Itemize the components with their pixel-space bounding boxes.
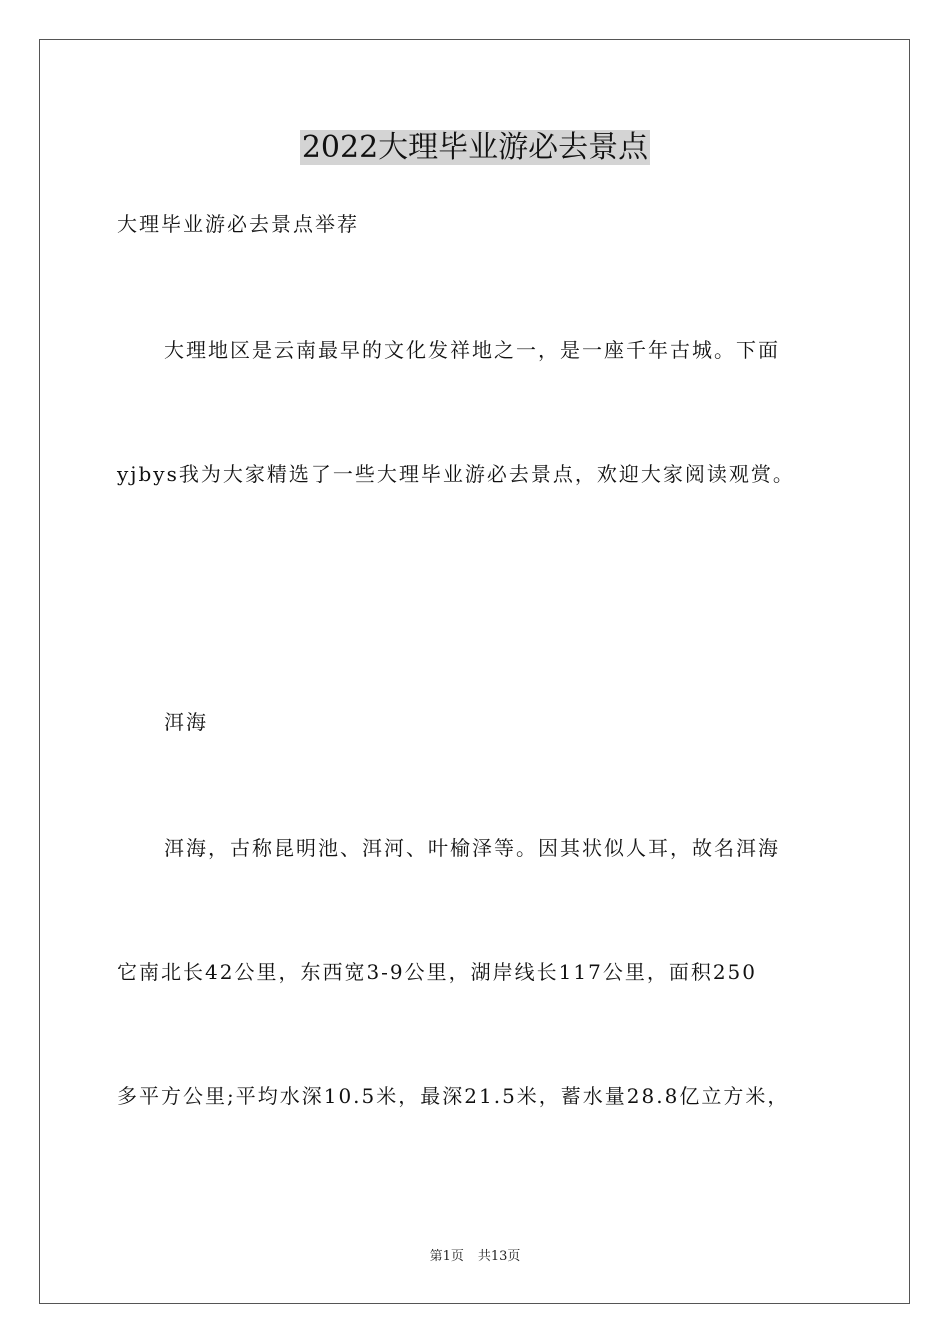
document-subtitle: 大理毕业游必去景点举荐 bbox=[117, 212, 359, 236]
page-footer bbox=[0, 1248, 950, 1266]
paragraph-erhai-line-3: 多平方公里;平均水深10.5米，最深21.5米，蓄水量28.8亿立方米， bbox=[117, 1084, 790, 1108]
document-title bbox=[0, 128, 950, 168]
document-title-text: 2022大理毕业游必去景点 bbox=[301, 130, 649, 165]
paragraph-erhai-line-1: 洱海，古称昆明池、洱河、叶榆泽等。因其状似人耳，故名洱海 bbox=[164, 836, 780, 860]
section-heading-erhai: 洱海 bbox=[164, 710, 208, 734]
page-number: 第1页 bbox=[429, 1249, 464, 1264]
paragraph-intro-line-2: yjbys我为大家精选了一些大理毕业游必去景点，欢迎大家阅读观赏。 bbox=[117, 462, 795, 486]
paragraph-intro-line-1: 大理地区是云南最早的文化发祥地之一，是一座千年古城。下面 bbox=[164, 338, 780, 362]
paragraph-erhai-line-2: 它南北长42公里，东西宽3-9公里，湖岸线长117公里，面积250 bbox=[117, 960, 758, 984]
page-total: 共13页 bbox=[477, 1249, 521, 1264]
